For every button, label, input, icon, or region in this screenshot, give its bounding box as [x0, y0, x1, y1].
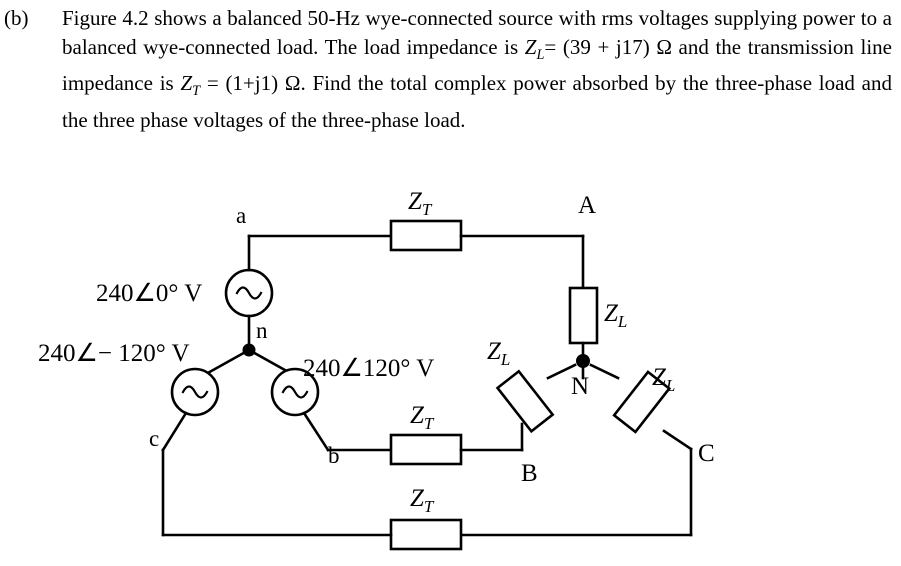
problem-line-1: Figure 4.2 shows a balanced 50-Hz wye-connected source with rms voltages [62, 6, 709, 30]
wire-source-b-to-b [304, 413, 328, 450]
label-node-n: n [256, 318, 268, 343]
zt-mid-box [391, 435, 461, 464]
label-zt-top: $Z_T$ [408, 188, 432, 219]
label-zl-left: $Z_L$ [487, 338, 511, 369]
problem-line-4: the total complex power absorbed by the three-phase load and the three phase [62, 71, 893, 132]
wire-n-to-source-c [206, 350, 249, 374]
label-source-c-value: 240∠− 120° V [38, 340, 190, 367]
label-node-N: N [571, 373, 590, 400]
wire-N-to-zl-lower [591, 365, 618, 378]
label-node-b: b [328, 443, 340, 468]
wire-zl-lower-to-C [664, 431, 691, 449]
problem-line-3: = (39 + j17) Ω and the transmission line impedance is [62, 34, 892, 96]
problem-line-3b: = (1+j1) Ω. Find [200, 71, 351, 96]
zl-upper-box [570, 288, 597, 343]
label-node-B: B [521, 460, 538, 487]
circuit-figure [0, 178, 901, 566]
label-node-A: A [578, 192, 597, 219]
line-impedance-symbol: $Z_T$ [180, 71, 201, 100]
wire-source-c-to-c [163, 413, 186, 450]
label-zt-bottom: $Z_T$ [410, 485, 434, 516]
label-zl-upper: $Z_L$ [604, 300, 628, 331]
label-source-b-value: 240∠120° V [303, 355, 435, 382]
label-zt-mid: $Z_T$ [410, 402, 434, 433]
zt-top-box [391, 221, 461, 250]
problem-text [62, 4, 892, 134]
label-node-a: a [236, 203, 247, 228]
circuit-diagram-svg [0, 178, 901, 566]
label-node-C: C [698, 440, 715, 467]
problem-label: (b) [4, 6, 29, 30]
problem-line-2: supplying power to a balanced wye-connected load. The load impedance is [62, 6, 893, 59]
label-zl-lower: $Z_L$ [652, 364, 676, 395]
label-node-c: c [149, 426, 160, 451]
zt-bottom-box [391, 520, 461, 549]
problem-line-5: voltages of the three-phase load. [193, 107, 466, 132]
label-source-a-value: 240∠0° V [96, 280, 203, 307]
zl-left-box [498, 371, 553, 431]
load-impedance-symbol: $Z_L$ [524, 34, 545, 63]
node-N-dot [576, 354, 590, 368]
